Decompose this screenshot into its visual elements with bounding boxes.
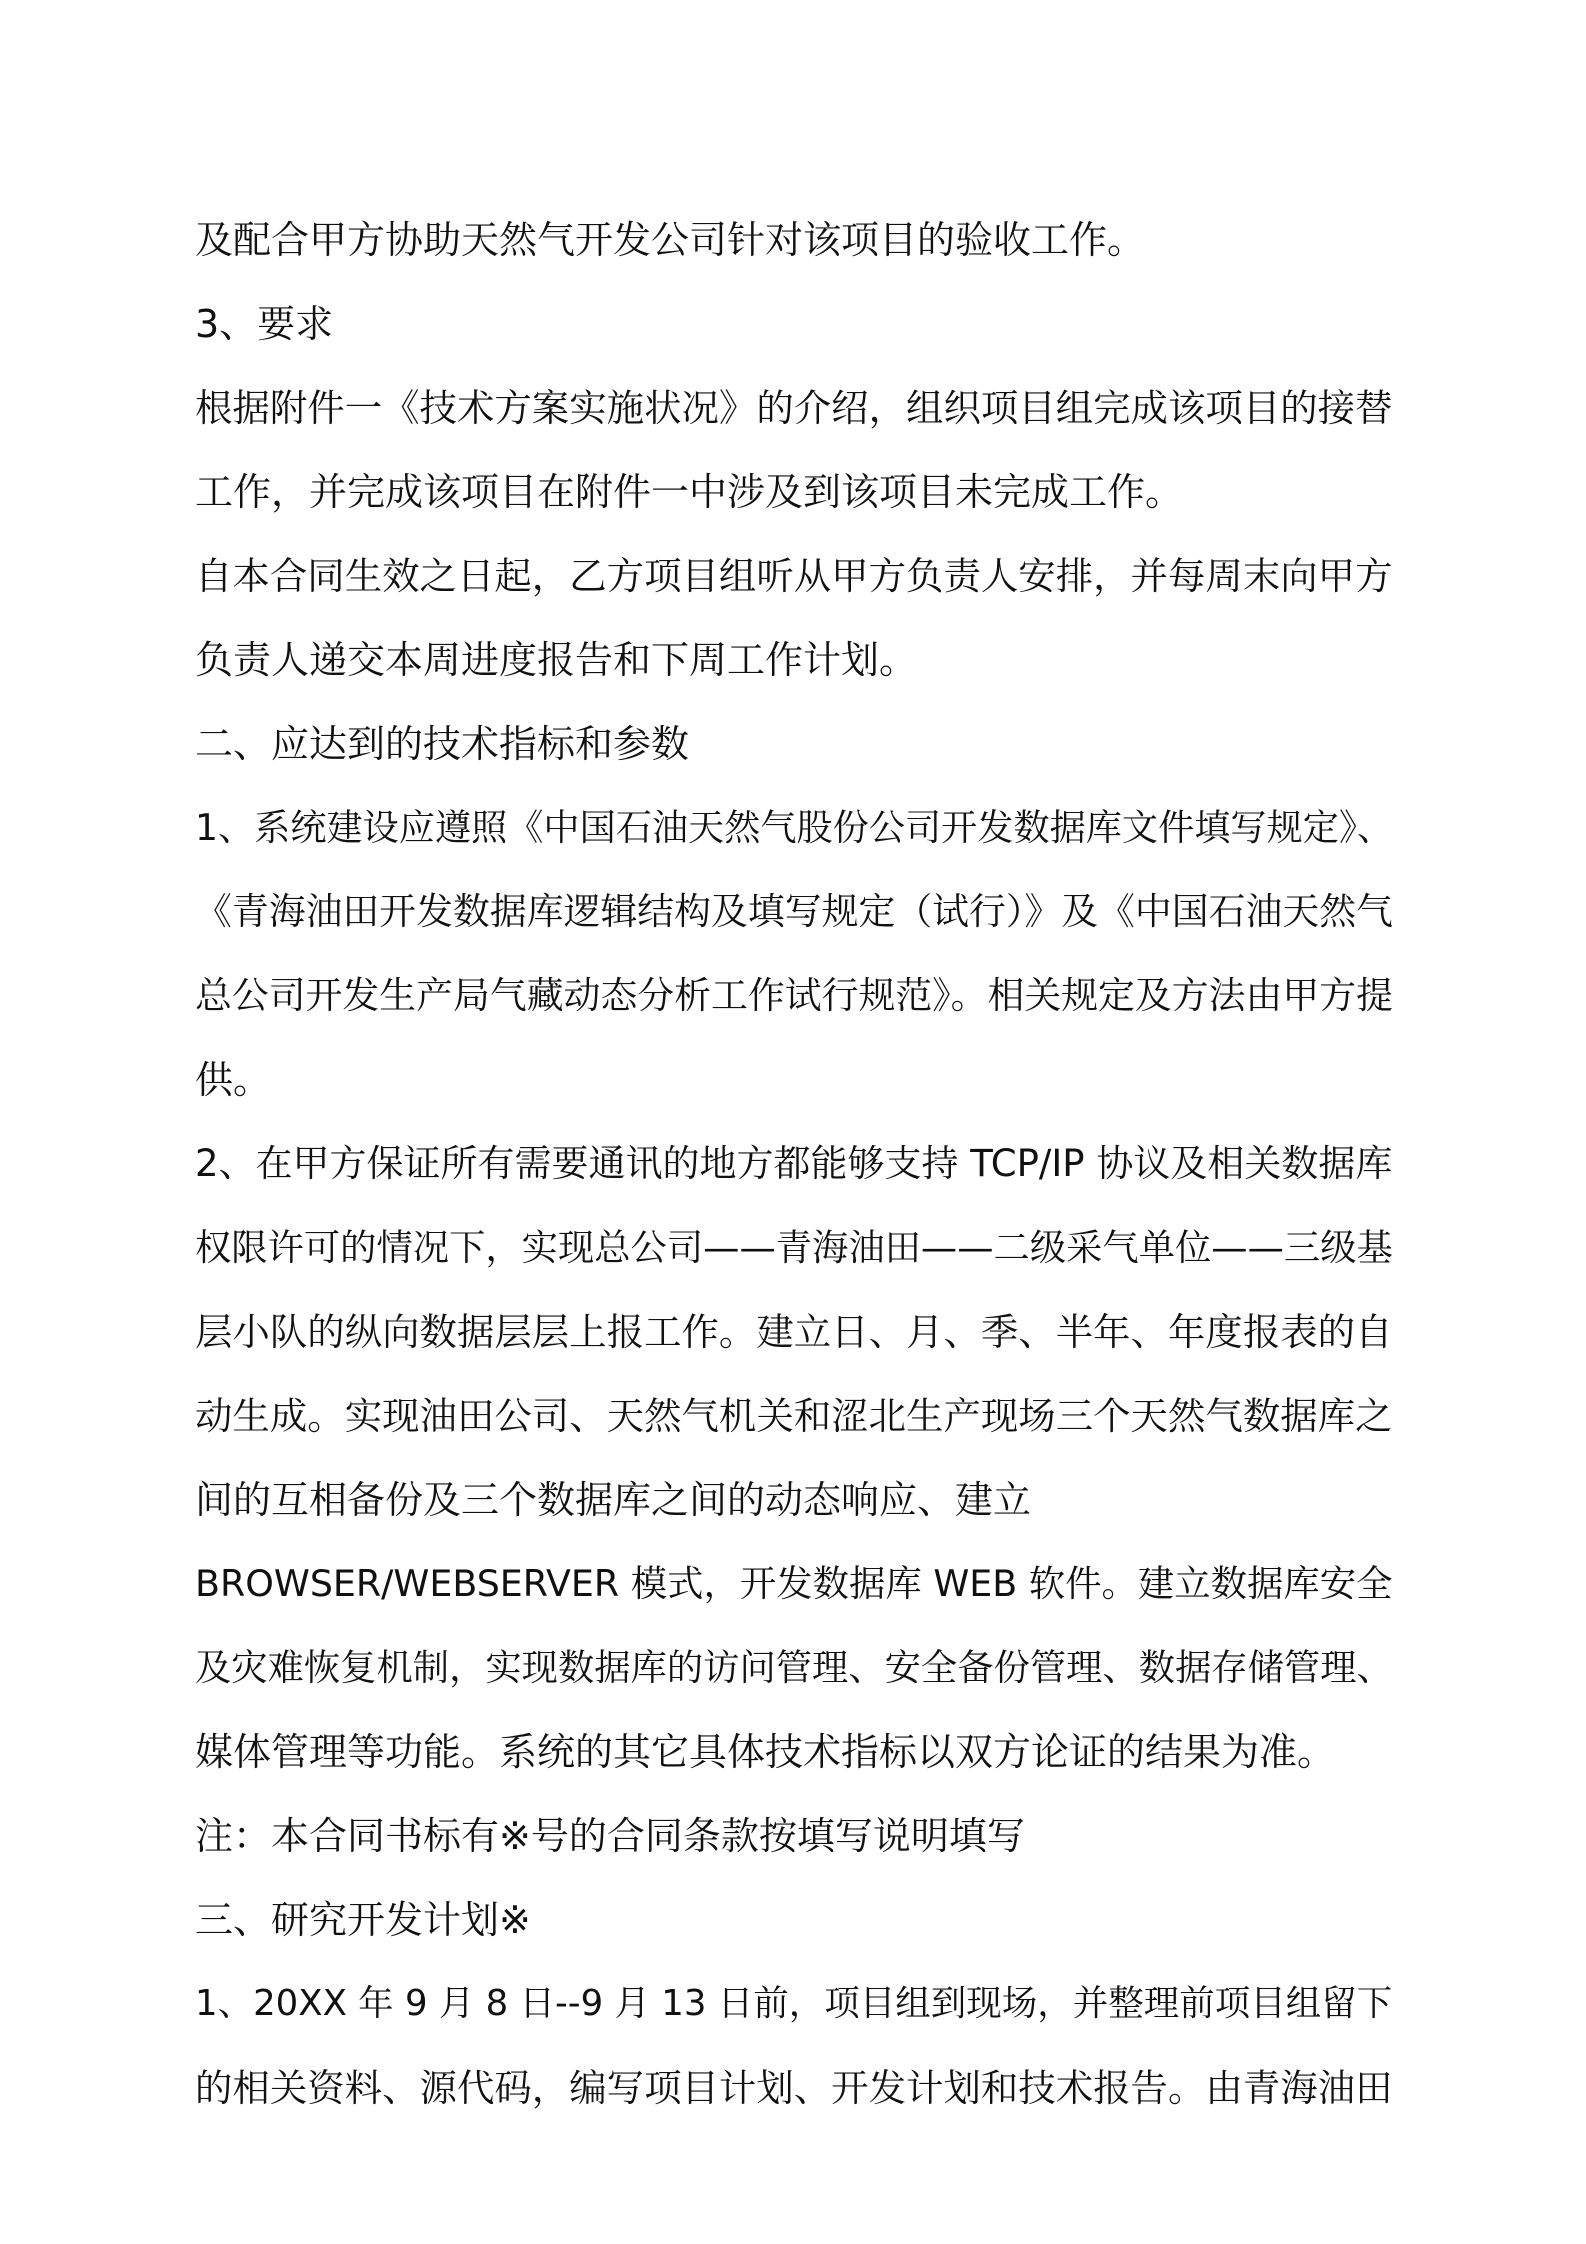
text-line: 动生成。实现油田公司、天然气机关和涩北生产现场三个天然气数据库之 [195,1394,1393,1438]
text-line: 及灾难恢复机制，实现数据库的访问管理、安全备份管理、数据存储管理、 [195,1646,1393,1689]
paragraph-standards [195,786,1405,1122]
heading-requirements [195,282,1405,366]
text-line: 负责人递交本周进度报告和下周工作计划。 [195,638,918,682]
text-line: BROWSER/WEBSERVER 模式，开发数据库 WEB 软件。建立数据库安全 [195,1562,1393,1605]
text-line: 权限许可的情况下，实现总公司——青海油田——二级采气单位——三级基 [195,1226,1393,1269]
text-line: 1、系统建设应遵照《中国石油天然气股份公司开发数据库文件填写规定》、 [195,806,1394,849]
text-line: 三、研究开发计划※ [195,1898,531,1942]
paragraph-note [195,1794,1405,1878]
paragraph-attachment-takeover [195,366,1405,534]
text-line: 《青海油田开发数据库逻辑结构及填写规定（试行）》及《中国石油天然气 [195,890,1393,933]
text-line: 3、要求 [195,302,334,346]
document-body [195,198,1405,2130]
heading-technical-indicators [195,702,1405,786]
paragraph-acceptance [195,198,1405,282]
text-line: 及配合甲方协助天然气开发公司针对该项目的验收工作。 [195,218,1146,262]
text-line: 二、应达到的技术指标和参数 [195,722,690,766]
text-line: 注：本合同书标有※号的合同条款按填写说明填写 [195,1814,1025,1858]
paragraph-plan-step-1 [195,1962,1405,2130]
text-line: 工作，并完成该项目在附件一中涉及到该项目未完成工作。 [195,470,1184,514]
text-line: 供。 [195,1058,272,1102]
text-line: 自本合同生效之日起，乙方项目组听从甲方负责人安排，并每周末向甲方 [195,554,1393,598]
paragraph-network-database [195,1122,1405,1794]
text-line: 总公司开发生产局气藏动态分析工作试行规范》。相关规定及方法由甲方提 [195,974,1393,1017]
heading-development-plan [195,1878,1405,1962]
text-line: 层小队的纵向数据层层上报工作。建立日、月、季、半年、年度报表的自 [195,1310,1393,1354]
text-line: 1、20XX 年 9 月 8 日--9 月 13 日前，项目组到现场，并整理前项目组留下 [195,1983,1393,2024]
paragraph-weekly-report [195,534,1405,702]
text-line: 媒体管理等功能。系统的其它具体技术指标以双方论证的结果为准。 [195,1730,1336,1774]
text-line: 根据附件一《技术方案实施状况》的介绍，组织项目组完成该项目的接替 [195,386,1393,430]
text-line: 间的互相备份及三个数据库之间的动态响应、建立 [195,1478,1032,1522]
text-line: 2、在甲方保证所有需要通讯的地方都能够支持 TCP/IP 协议及相关数据库 [195,1142,1393,1185]
text-line: 的相关资料、源代码，编写项目计划、开发计划和技术报告。由青海油田 [195,2066,1393,2110]
